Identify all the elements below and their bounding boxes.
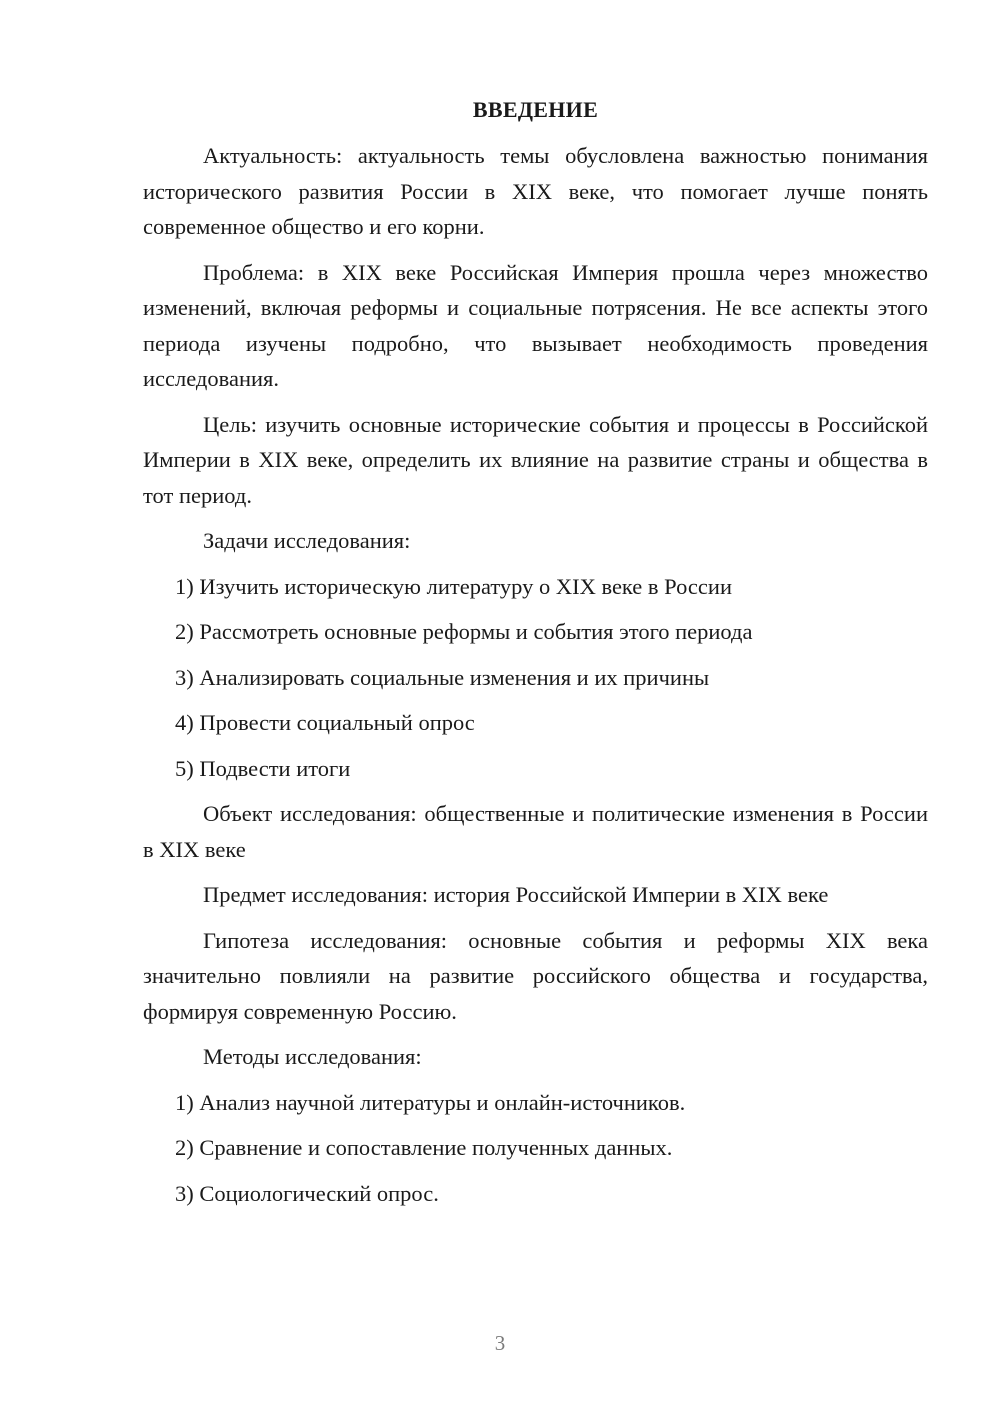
method-item: 3) Социологический опрос. <box>175 1180 439 1206</box>
method-item: 1) Анализ научной литературы и онлайн-источников. <box>175 1089 686 1115</box>
hypothesis-paragraph: Гипотеза исследования: основные события и реформы XIX века значительно повлияли на развитие российского общества и государства, формируя современную Россию. <box>143 927 928 1024</box>
object-paragraph: Объект исследования: общественные и политические изменения в России в XIX веке <box>143 801 928 862</box>
methods-list <box>143 1085 928 1212</box>
task-item: 1) Изучить историческую литературу о XIX веке в России <box>175 573 732 599</box>
subject-paragraph: Предмет исследования: история Российской Империи в XIX веке <box>203 882 829 907</box>
methods-heading: Методы исследования: <box>203 1044 422 1069</box>
document-page <box>143 92 928 1221</box>
problem-paragraph: Проблема: в XIX веке Российская Империя прошла через множество изменений, включая реформы и социальные потрясения. Не все аспекты этого периода изучены подробно, что вызывает необходимость проведения исследования. <box>143 259 928 391</box>
method-item: 2) Сравнение и сопоставление полученных данных. <box>175 1135 673 1160</box>
task-item: 2) Рассмотреть основные реформы и события этого периода <box>175 619 753 644</box>
tasks-list <box>143 569 928 787</box>
task-item: 4) Провести социальный опрос <box>175 710 475 735</box>
tasks-heading: Задачи исследования: <box>203 528 411 553</box>
section-title: ВВЕДЕНИЕ <box>472 97 599 122</box>
page-number: 3 <box>494 1331 506 1355</box>
relevance-paragraph: Актуальность: актуальность темы обусловлена важностью понимания исторического развития России в XIX веке, что помогает лучше понять современное общество и его корни. <box>143 143 928 239</box>
task-item: 5) Подвести итоги <box>175 755 351 781</box>
goal-paragraph: Цель: изучить основные исторические события и процессы в Российской Империи в XIX веке, определить их влияние на развитие страны и общества в тот период. <box>143 411 928 508</box>
task-item: 3) Анализировать социальные изменения и их причины <box>175 664 710 690</box>
